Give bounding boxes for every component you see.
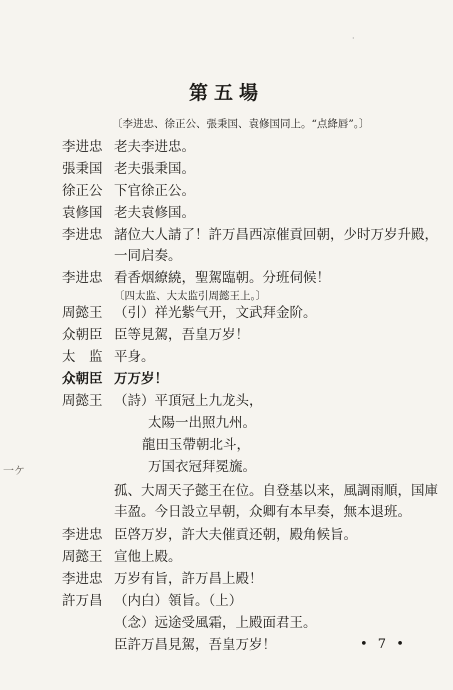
- line-text: 下官徐正公。: [114, 183, 195, 199]
- speaker-name: 众朝臣: [62, 371, 103, 387]
- line-text: 老夫袁修国。: [114, 205, 195, 221]
- line-text: （念）远途受風霜，上殿面君王。: [114, 615, 317, 631]
- poem-line: 万国衣冠拜冕旒。: [148, 459, 256, 475]
- line-text: 孤、大周天子懿王在位。自登基以来，風調雨順，国庫丰盈。今日設立早朝，众卿有本早奏，無本退班。: [114, 483, 438, 520]
- line-text: 平身。: [114, 349, 155, 365]
- speaker-name: 李进忠: [62, 571, 103, 587]
- line-text: 看香烟繚繞，聖駕臨朝。分班伺候！: [114, 270, 330, 286]
- line-text: （内白）領旨。（上）: [114, 593, 243, 609]
- poem-line: 太陽一出照九州。: [148, 415, 256, 431]
- speaker-name: 李进忠: [62, 227, 103, 243]
- speaker-name: 徐正公: [62, 183, 103, 199]
- line-text: （詩）平頂冠上九龙头，: [114, 393, 263, 409]
- page-number: • 7 •: [360, 637, 407, 652]
- speaker-name: 李进忠: [62, 270, 103, 286]
- speaker-name: 袁修国: [62, 205, 103, 221]
- line-text: 老夫張秉国。: [114, 161, 195, 177]
- speaker-name: 周懿王: [62, 549, 103, 565]
- speaker-name: 太 监: [62, 349, 103, 365]
- poem-line: 龍田玉帶朝北斗，: [142, 437, 250, 453]
- speaker-name: 周懿王: [62, 393, 103, 409]
- line-text: 臣許万昌見駕，吾皇万岁！: [114, 637, 276, 653]
- stage-direction: 〔李进忠、徐正公、張秉国、袁修国同上。“点絳唇”。〕: [112, 118, 370, 130]
- line-text: 臣等見駕，吾皇万岁！: [114, 327, 249, 343]
- scene-title: 第五場: [188, 82, 264, 104]
- line-text: （引）祥光紫气开，文武拜金阶。: [114, 305, 317, 321]
- speaker-name: 張秉国: [62, 161, 103, 177]
- line-text: 臣啓万岁，許大夫催貢还朝，殿角候旨。: [114, 527, 357, 543]
- line-text: 宣他上殿。: [114, 549, 182, 565]
- speaker-name: 許万昌: [62, 593, 103, 609]
- speaker-name: 众朝臣: [62, 327, 103, 343]
- speaker-name: 李进忠: [62, 139, 103, 155]
- speaker-name: 李进忠: [62, 527, 103, 543]
- stage-direction-inline: 〔四太监、大太监引周懿王上。〕: [114, 290, 267, 302]
- line-text: 諸位大人請了！許万昌西凉催貢回朝，少时万岁升殿，一同启奏。: [114, 227, 438, 264]
- speaker-name: 周懿王: [62, 305, 103, 321]
- margin-mark: 一ケ: [3, 464, 25, 477]
- line-text: 万万岁！: [114, 371, 168, 387]
- print-speck: ·: [352, 34, 355, 43]
- line-text: 老夫李进忠。: [114, 139, 195, 155]
- line-text: 万岁有旨，許万昌上殿！: [114, 571, 263, 587]
